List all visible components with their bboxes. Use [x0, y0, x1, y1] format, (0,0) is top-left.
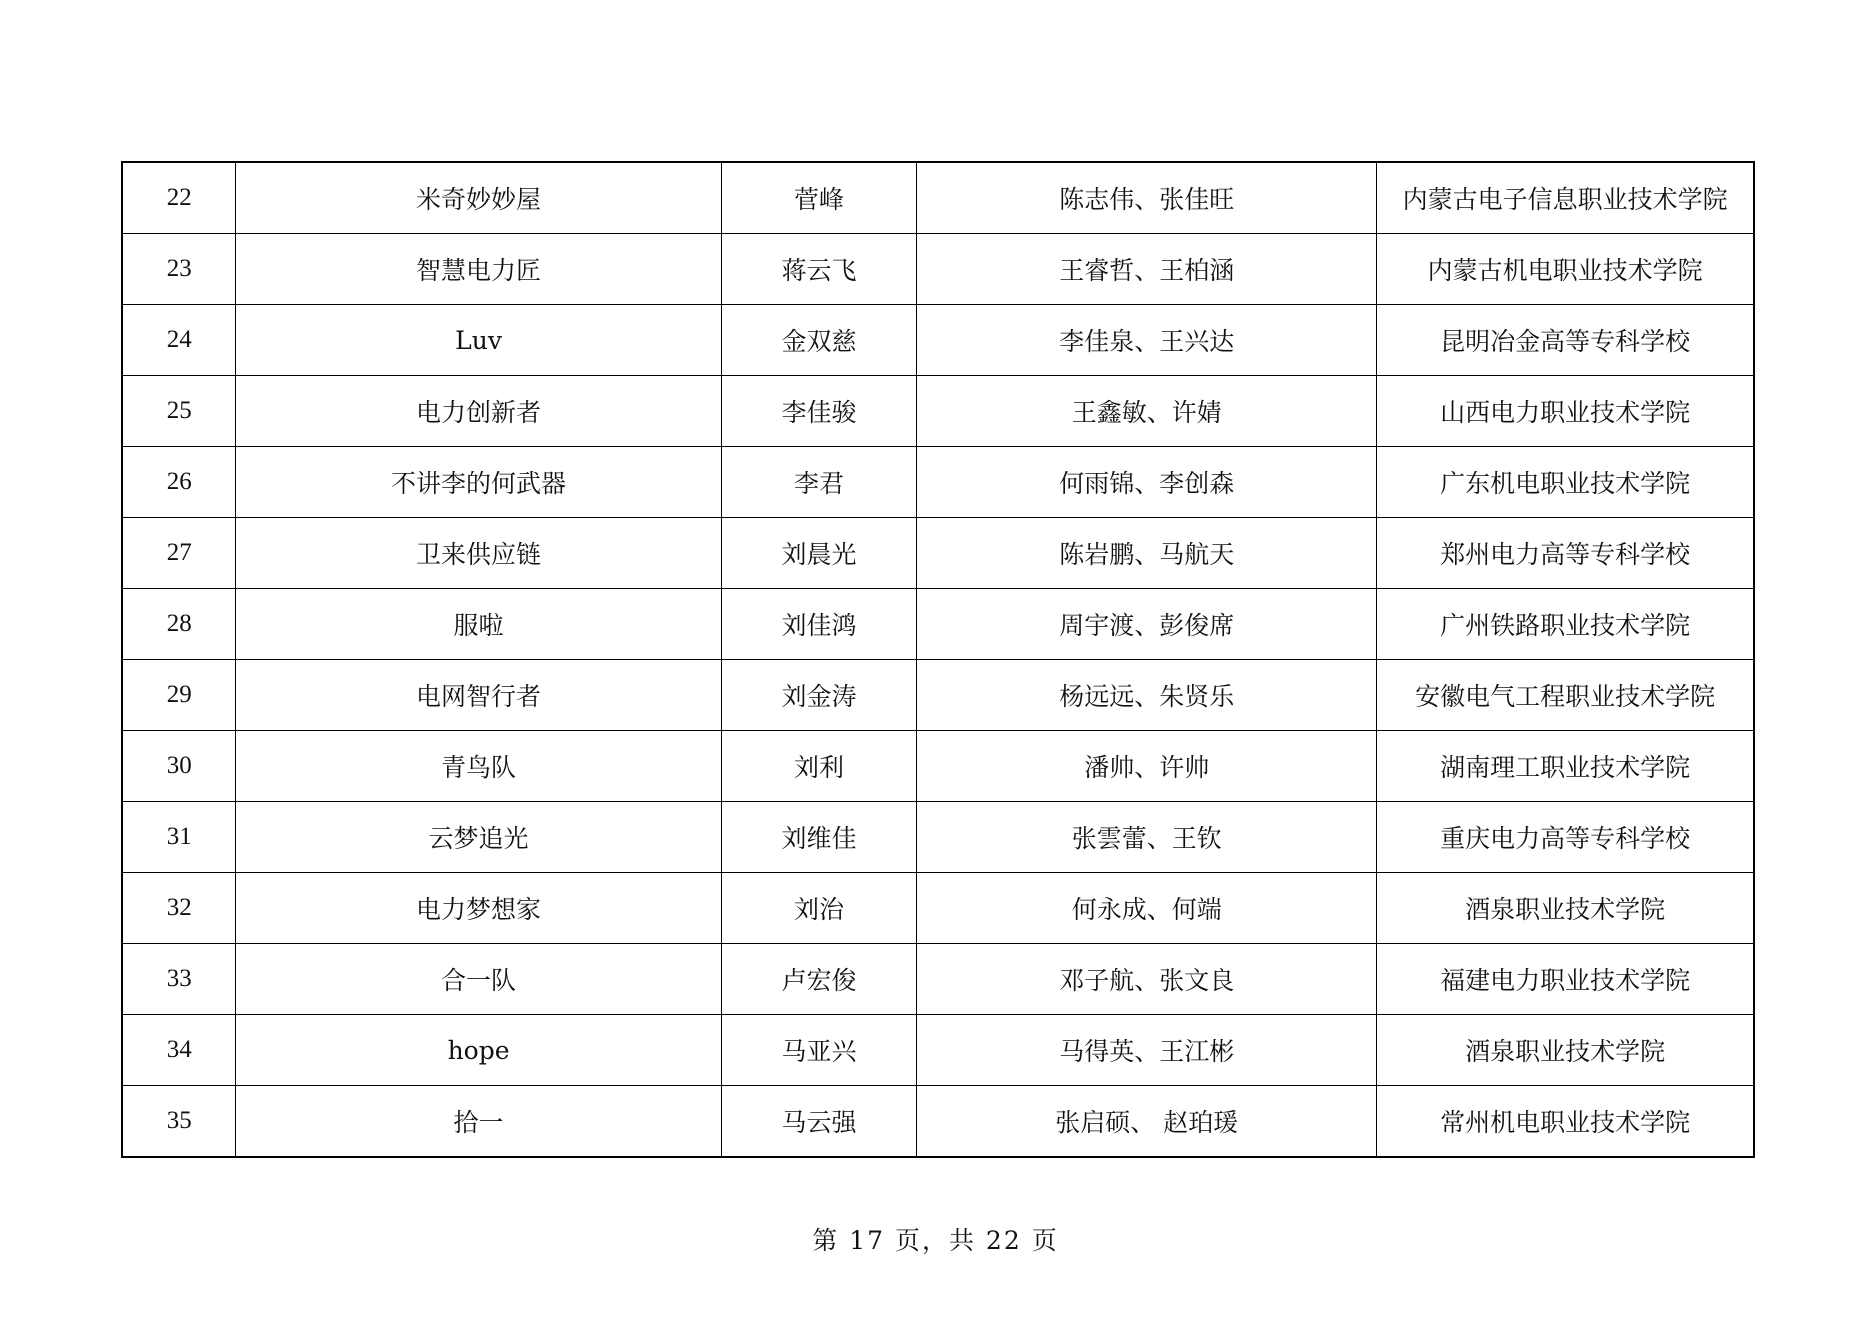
team-name-cell: hope [236, 1015, 721, 1086]
row-number-cell: 32 [122, 873, 236, 944]
school-cell: 常州机电职业技术学院 [1377, 1086, 1754, 1158]
row-number-cell: 22 [122, 162, 236, 234]
row-number-cell: 23 [122, 234, 236, 305]
row-number-cell: 31 [122, 802, 236, 873]
leader-cell: 菅峰 [721, 162, 917, 234]
leader-cell: 马云强 [721, 1086, 917, 1158]
row-number-cell: 26 [122, 447, 236, 518]
team-name-cell: 电网智行者 [236, 660, 721, 731]
table-row [122, 589, 1754, 660]
page-number: 第 17 页，共 22 页 [812, 1226, 1059, 1255]
school-cell: 酒泉职业技术学院 [1377, 873, 1754, 944]
team-name-cell: 智慧电力匠 [236, 234, 721, 305]
members-cell: 王睿哲、王柏涵 [917, 234, 1377, 305]
members-cell: 杨远远、朱贤乐 [917, 660, 1377, 731]
team-name-cell: 卫来供应链 [236, 518, 721, 589]
table-row [122, 305, 1754, 376]
members-cell: 何雨锦、李创森 [917, 447, 1377, 518]
members-cell: 李佳泉、王兴达 [917, 305, 1377, 376]
leader-cell: 卢宏俊 [721, 944, 917, 1015]
table-row [122, 660, 1754, 731]
members-cell: 陈志伟、张佳旺 [917, 162, 1377, 234]
team-name-cell: 青鸟队 [236, 731, 721, 802]
school-cell: 昆明冶金高等专科学校 [1377, 305, 1754, 376]
team-name-cell: 电力创新者 [236, 376, 721, 447]
leader-cell: 刘晨光 [721, 518, 917, 589]
members-cell: 张启硕、 赵珀瑗 [917, 1086, 1377, 1158]
team-name-cell: 拾一 [236, 1086, 721, 1158]
leader-cell: 李君 [721, 447, 917, 518]
school-cell: 广东机电职业技术学院 [1377, 447, 1754, 518]
table-row [122, 447, 1754, 518]
school-cell: 山西电力职业技术学院 [1377, 376, 1754, 447]
table-row [122, 802, 1754, 873]
row-number-cell: 27 [122, 518, 236, 589]
school-cell: 郑州电力高等专科学校 [1377, 518, 1754, 589]
team-name-cell: 服啦 [236, 589, 721, 660]
leader-cell: 李佳骏 [721, 376, 917, 447]
team-name-cell: 合一队 [236, 944, 721, 1015]
leader-cell: 刘维佳 [721, 802, 917, 873]
table-row [122, 1015, 1754, 1086]
school-cell: 重庆电力高等专科学校 [1377, 802, 1754, 873]
members-cell: 周宇渡、彭俊席 [917, 589, 1377, 660]
table-row [122, 234, 1754, 305]
table-row [122, 1086, 1754, 1158]
leader-cell: 金双慈 [721, 305, 917, 376]
table-row [122, 944, 1754, 1015]
members-cell: 潘帅、许帅 [917, 731, 1377, 802]
school-cell: 湖南理工职业技术学院 [1377, 731, 1754, 802]
row-number-cell: 24 [122, 305, 236, 376]
members-cell: 何永成、何端 [917, 873, 1377, 944]
table-row [122, 376, 1754, 447]
table-row [122, 873, 1754, 944]
members-cell: 邓子航、张文良 [917, 944, 1377, 1015]
leader-cell: 刘佳鸿 [721, 589, 917, 660]
members-cell: 陈岩鹏、马航天 [917, 518, 1377, 589]
row-number-cell: 30 [122, 731, 236, 802]
row-number-cell: 29 [122, 660, 236, 731]
members-cell: 王鑫敏、许婧 [917, 376, 1377, 447]
school-cell: 内蒙古机电职业技术学院 [1377, 234, 1754, 305]
members-cell: 张雲蕾、王钦 [917, 802, 1377, 873]
school-cell: 广州铁路职业技术学院 [1377, 589, 1754, 660]
school-cell: 福建电力职业技术学院 [1377, 944, 1754, 1015]
school-cell: 酒泉职业技术学院 [1377, 1015, 1754, 1086]
table-row [122, 518, 1754, 589]
team-name-cell: 米奇妙妙屋 [236, 162, 721, 234]
members-cell: 马得英、王江彬 [917, 1015, 1377, 1086]
team-name-cell: 云梦追光 [236, 802, 721, 873]
leader-cell: 马亚兴 [721, 1015, 917, 1086]
row-number-cell: 33 [122, 944, 236, 1015]
leader-cell: 蒋云飞 [721, 234, 917, 305]
table-row [122, 162, 1754, 234]
team-name-cell: 不讲李的何武器 [236, 447, 721, 518]
row-number-cell: 28 [122, 589, 236, 660]
table-row [122, 731, 1754, 802]
leader-cell: 刘利 [721, 731, 917, 802]
team-name-cell: 电力梦想家 [236, 873, 721, 944]
team-name-cell: Luv [236, 305, 721, 376]
row-number-cell: 25 [122, 376, 236, 447]
row-number-cell: 35 [122, 1086, 236, 1158]
leader-cell: 刘金涛 [721, 660, 917, 731]
row-number-cell: 34 [122, 1015, 236, 1086]
roster-table [121, 161, 1755, 1158]
roster-table-body [122, 162, 1754, 1157]
school-cell: 安徽电气工程职业技术学院 [1377, 660, 1754, 731]
leader-cell: 刘治 [721, 873, 917, 944]
school-cell: 内蒙古电子信息职业技术学院 [1377, 162, 1754, 234]
